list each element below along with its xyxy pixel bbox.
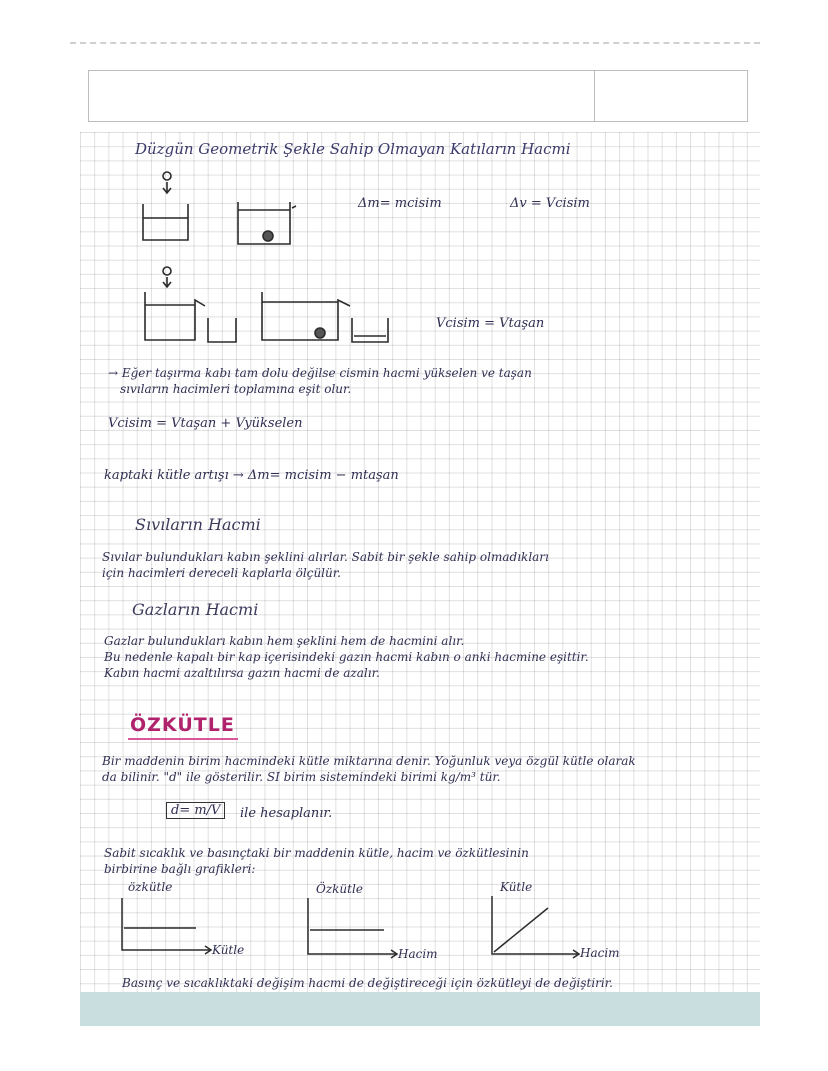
overflow-can-sketches: [143, 172, 388, 342]
graphs-intro-line-2: birbirine bağlı grafikleri:: [104, 862, 256, 876]
graph3-y-label: Kütle: [500, 880, 533, 894]
note-line-2: sıvıların hacimleri toplamına eşit olur.: [120, 382, 352, 396]
graph2-x-label: Hacim: [398, 947, 438, 961]
graph2-y-label: Özkütle: [316, 882, 363, 896]
formula-delta-v: Δv = Vcisim: [510, 196, 590, 211]
formula-sum: Vcisim = Vtaşan + Vyükselen: [108, 416, 303, 431]
density-formula-box: d= m/V: [166, 802, 225, 819]
gases-line-2: Bu nedenle kapalı bir kap içerisindeki gazın hacmi kabın o anki hacmine eşittir.: [104, 650, 589, 664]
gases-line-1: Gazlar bulundukları kabın hem şeklini hem de hacmini alır.: [104, 634, 465, 648]
density-formula-suffix: ile hesaplanır.: [240, 806, 333, 821]
overflow-can-1: [145, 292, 205, 340]
note-line-1: → Eğer taşırma kabı tam dolu değilse cismin hacmi yükselen ve taşan: [108, 366, 532, 380]
level-mark-2: [292, 206, 296, 208]
graph3-axes: [492, 896, 578, 954]
arrow-down-2: [163, 277, 171, 287]
graph3-line: [494, 908, 548, 952]
footer-line: Basınç ve sıcaklıktaki değişim hacmi de değiştireceği için özkütleyi de değiştirir.: [122, 976, 613, 990]
graph-axes: [122, 896, 579, 958]
stone-2: [263, 231, 273, 241]
density-line-2: da bilinir. "d" ile gösterilir. SI birim sistemindeki birimi kg/m³ tür.: [102, 770, 501, 784]
mass-increase: kaptaki kütle artışı → Δm= mcisim − mtaşan: [104, 468, 399, 483]
beaker-1: [208, 318, 236, 342]
section4-title: ÖZKÜTLE: [130, 714, 235, 736]
arrow-down-1: [163, 182, 171, 193]
gases-line-3: Kabın hacmi azaltılırsa gazın hacmi de azalır.: [104, 666, 380, 680]
graph3-x-label: Hacim: [580, 946, 620, 960]
liquids-line-1: Sıvılar bulundukları kabın şeklini alırlar. Sabit bir şekle sahip olmadıkları: [102, 550, 549, 564]
formula-delta-m: Δm= mcisim: [358, 196, 442, 211]
stone-4: [315, 328, 325, 338]
section2-title: Sıvıların Hacmi: [135, 515, 261, 534]
liquids-line-2: için hacimleri dereceli kaplarla ölçülür.: [102, 566, 341, 580]
container-1: [143, 204, 188, 240]
graph1-x-label: Kütle: [212, 943, 245, 957]
stone-1: [163, 172, 171, 180]
graph2-axes: [308, 898, 396, 954]
beaker-2: [352, 318, 388, 342]
stone-3: [163, 267, 171, 275]
overflow-can-2: [262, 292, 350, 340]
density-line-1: Bir maddenin birim hacmindeki kütle miktarına denir. Yoğunluk veya özgül kütle olarak: [102, 754, 636, 768]
graph1-y-label: özkütle: [128, 880, 173, 894]
formula-v-tasan: Vcisim = Vtaşan: [436, 316, 545, 331]
graphs-intro-line-1: Sabit sıcaklık ve basınçtaki bir maddenin kütle, hacim ve özkütlesinin: [104, 846, 529, 860]
graph1-axes: [122, 898, 210, 950]
section3-title: Gazların Hacmi: [132, 600, 259, 619]
section1-title: Düzgün Geometrik Şekle Sahip Olmayan Katıların Hacmi: [135, 140, 571, 158]
